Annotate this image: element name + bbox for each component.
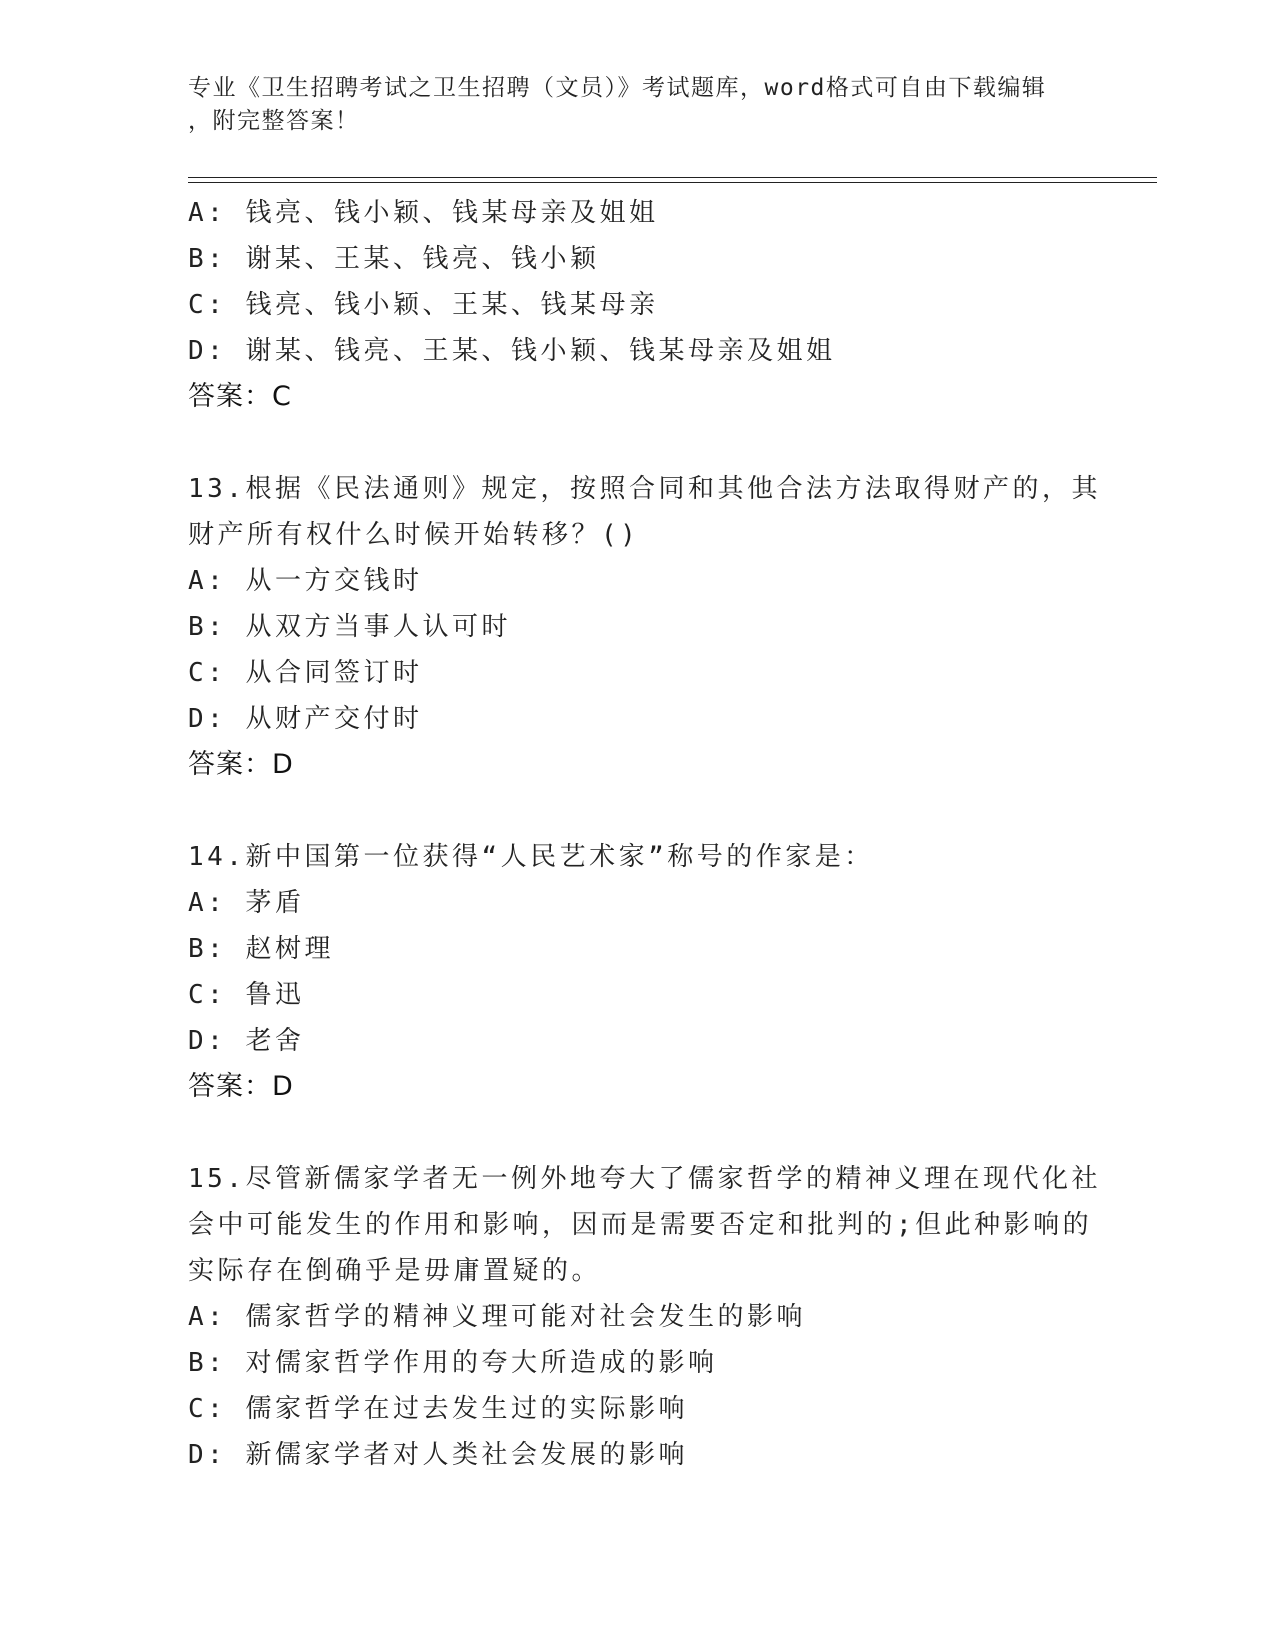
question-text: 会中可能发生的作用和影响，因而是需要否定和批判的;但此种影响的 [188, 1210, 1093, 1240]
header-line-1: 专业《卫生招聘考试之卫生招聘（文员）》考试题库，word格式可自由下载编辑 [188, 75, 1047, 101]
question-14 [188, 834, 1088, 1110]
header-rule-bottom [188, 182, 1157, 183]
option-d: D: 谢某、钱亮、王某、钱小颖、钱某母亲及姐姐 [188, 336, 836, 366]
answer: 答案：D [188, 749, 294, 780]
option-c: C: 儒家哲学在过去发生过的实际影响 [188, 1394, 688, 1424]
option-b: B: 谢某、王某、钱亮、钱小颖 [188, 244, 600, 274]
document-header [188, 72, 1088, 138]
option-d: D: 老舍 [188, 1026, 305, 1056]
question-text: 15.尽管新儒家学者无一例外地夸大了儒家哲学的精神义理在现代化社 [188, 1164, 1101, 1194]
option-a: A: 从一方交钱时 [188, 566, 423, 596]
option-c: C: 鲁迅 [188, 980, 305, 1010]
header-line-2: ，附完整答案！ [188, 108, 360, 134]
spacer [188, 788, 1088, 834]
answer: 答案：C [188, 381, 292, 412]
question-12 [188, 190, 1088, 420]
question-15 [188, 1156, 1101, 1478]
option-b: B: 从双方当事人认可时 [188, 612, 511, 642]
option-d: D: 从财产交付时 [188, 704, 423, 734]
option-a: A: 儒家哲学的精神义理可能对社会发生的影响 [188, 1302, 806, 1332]
question-list [188, 190, 1101, 1478]
option-a: A: 茅盾 [188, 888, 305, 918]
question-text: 14.新中国第一位获得“人民艺术家”称号的作家是： [188, 842, 874, 872]
option-c: C: 钱亮、钱小颖、王某、钱某母亲 [188, 290, 659, 320]
spacer [188, 1110, 1088, 1156]
question-13 [188, 466, 1101, 788]
option-b: B: 对儒家哲学作用的夸大所造成的影响 [188, 1348, 718, 1378]
option-d: D: 新儒家学者对人类社会发展的影响 [188, 1440, 688, 1470]
question-text: 13.根据《民法通则》规定，按照合同和其他合法方法取得财产的，其 [188, 474, 1101, 504]
header-rule-top [188, 177, 1157, 178]
question-text: 财产所有权什么时候开始转移？() [188, 520, 640, 550]
question-text: 实际存在倒确乎是毋庸置疑的。 [188, 1256, 602, 1286]
option-b: B: 赵树理 [188, 934, 334, 964]
option-a: A: 钱亮、钱小颖、钱某母亲及姐姐 [188, 198, 659, 228]
answer: 答案：D [188, 1071, 294, 1102]
option-c: C: 从合同签订时 [188, 658, 423, 688]
spacer [188, 420, 1088, 466]
